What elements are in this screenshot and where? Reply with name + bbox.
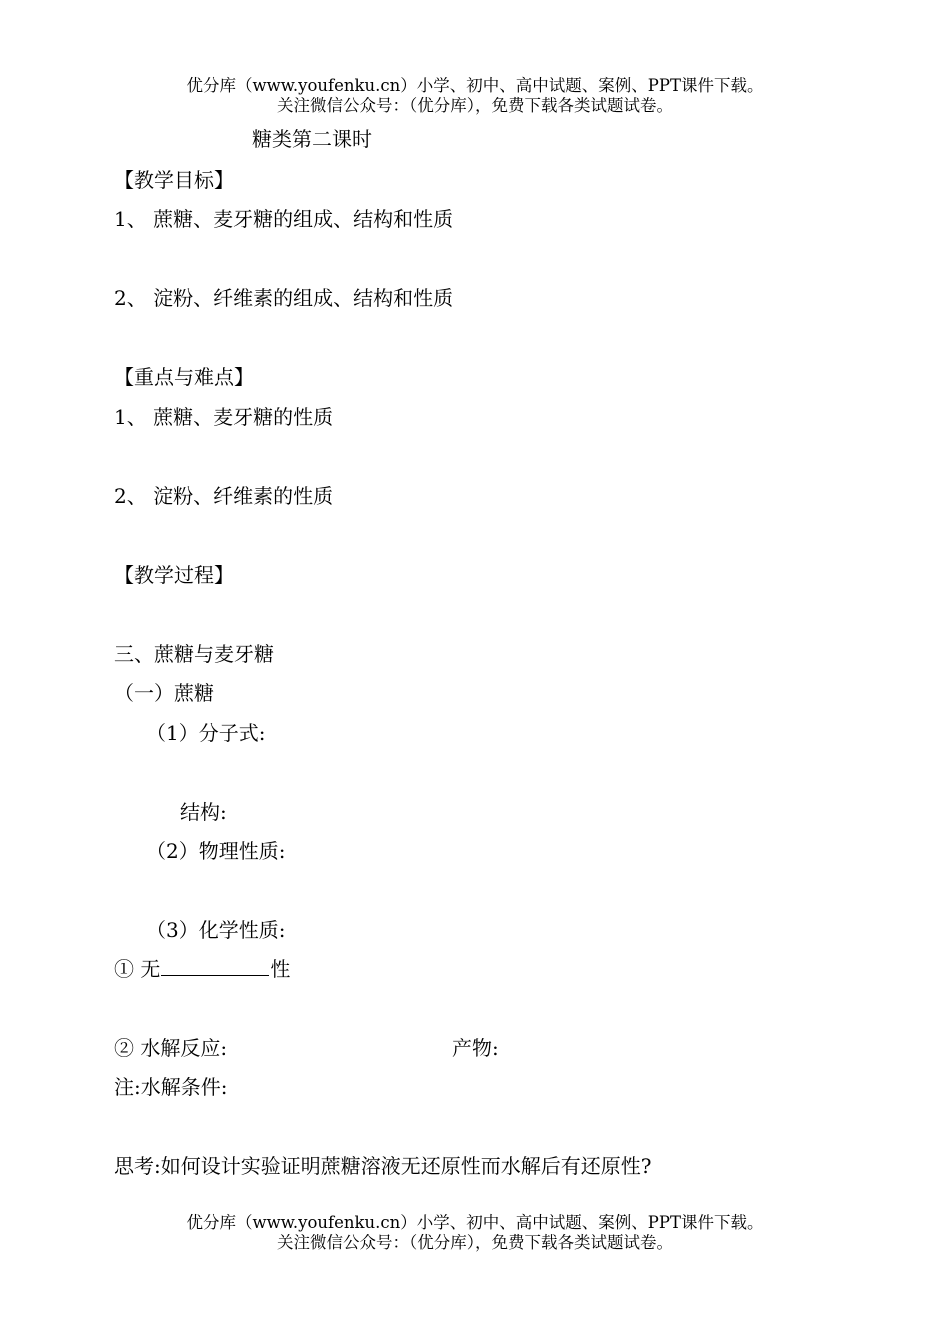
chemical-property-1-suffix: 性 <box>270 957 291 981</box>
page-header <box>0 76 950 116</box>
chemical-property-1-prefix: ① 无 <box>114 957 161 981</box>
footer-line-2: 关注微信公众号：（优分库），免费下载各类试题试卷。 <box>277 1233 673 1252</box>
process-heading: 【教学过程】 <box>114 563 234 587</box>
section-heading-3: 三、蔗糖与麦牙糖 <box>114 642 274 666</box>
item-physical-properties: （2）物理性质: <box>146 839 286 863</box>
item-molecular-formula: （1）分子式: <box>146 721 266 745</box>
hydrolysis-product-label: 产物: <box>452 1036 499 1060</box>
chemical-property-2: ② 水解反应: <box>114 1036 228 1060</box>
hydrolysis-note: 注:水解条件: <box>114 1075 228 1099</box>
footer-line-1: 优分库（www.youfenku.cn）小学、初中、高中试题、案例、PPT课件下载。 <box>186 1213 764 1232</box>
chemical-property-1 <box>114 956 290 982</box>
document-title: 糖类第二课时 <box>252 127 372 151</box>
goals-heading: 【教学目标】 <box>114 168 234 192</box>
item-chemical-properties: （3）化学性质: <box>146 918 286 942</box>
header-line-1: 优分库（www.youfenku.cn）小学、初中、高中试题、案例、PPT课件下载。 <box>186 76 764 95</box>
goal-item-1: 1、 蔗糖、麦牙糖的组成、结构和性质 <box>114 207 454 231</box>
item-structure: 结构: <box>180 800 227 824</box>
page-footer <box>0 1213 950 1253</box>
key-point-1: 1、 蔗糖、麦牙糖的性质 <box>114 405 334 429</box>
key-point-2: 2、 淀粉、纤维素的性质 <box>114 484 334 508</box>
subsection-sucrose: （一）蔗糖 <box>114 681 214 705</box>
goal-item-2: 2、 淀粉、纤维素的组成、结构和性质 <box>114 286 454 310</box>
key-points-heading: 【重点与难点】 <box>114 365 254 389</box>
header-line-2: 关注微信公众号：（优分库），免费下载各类试题试卷。 <box>277 96 673 115</box>
fill-in-blank[interactable] <box>161 957 269 976</box>
think-question: 思考:如何设计实验证明蔗糖溶液无还原性而水解后有还原性? <box>114 1154 652 1178</box>
